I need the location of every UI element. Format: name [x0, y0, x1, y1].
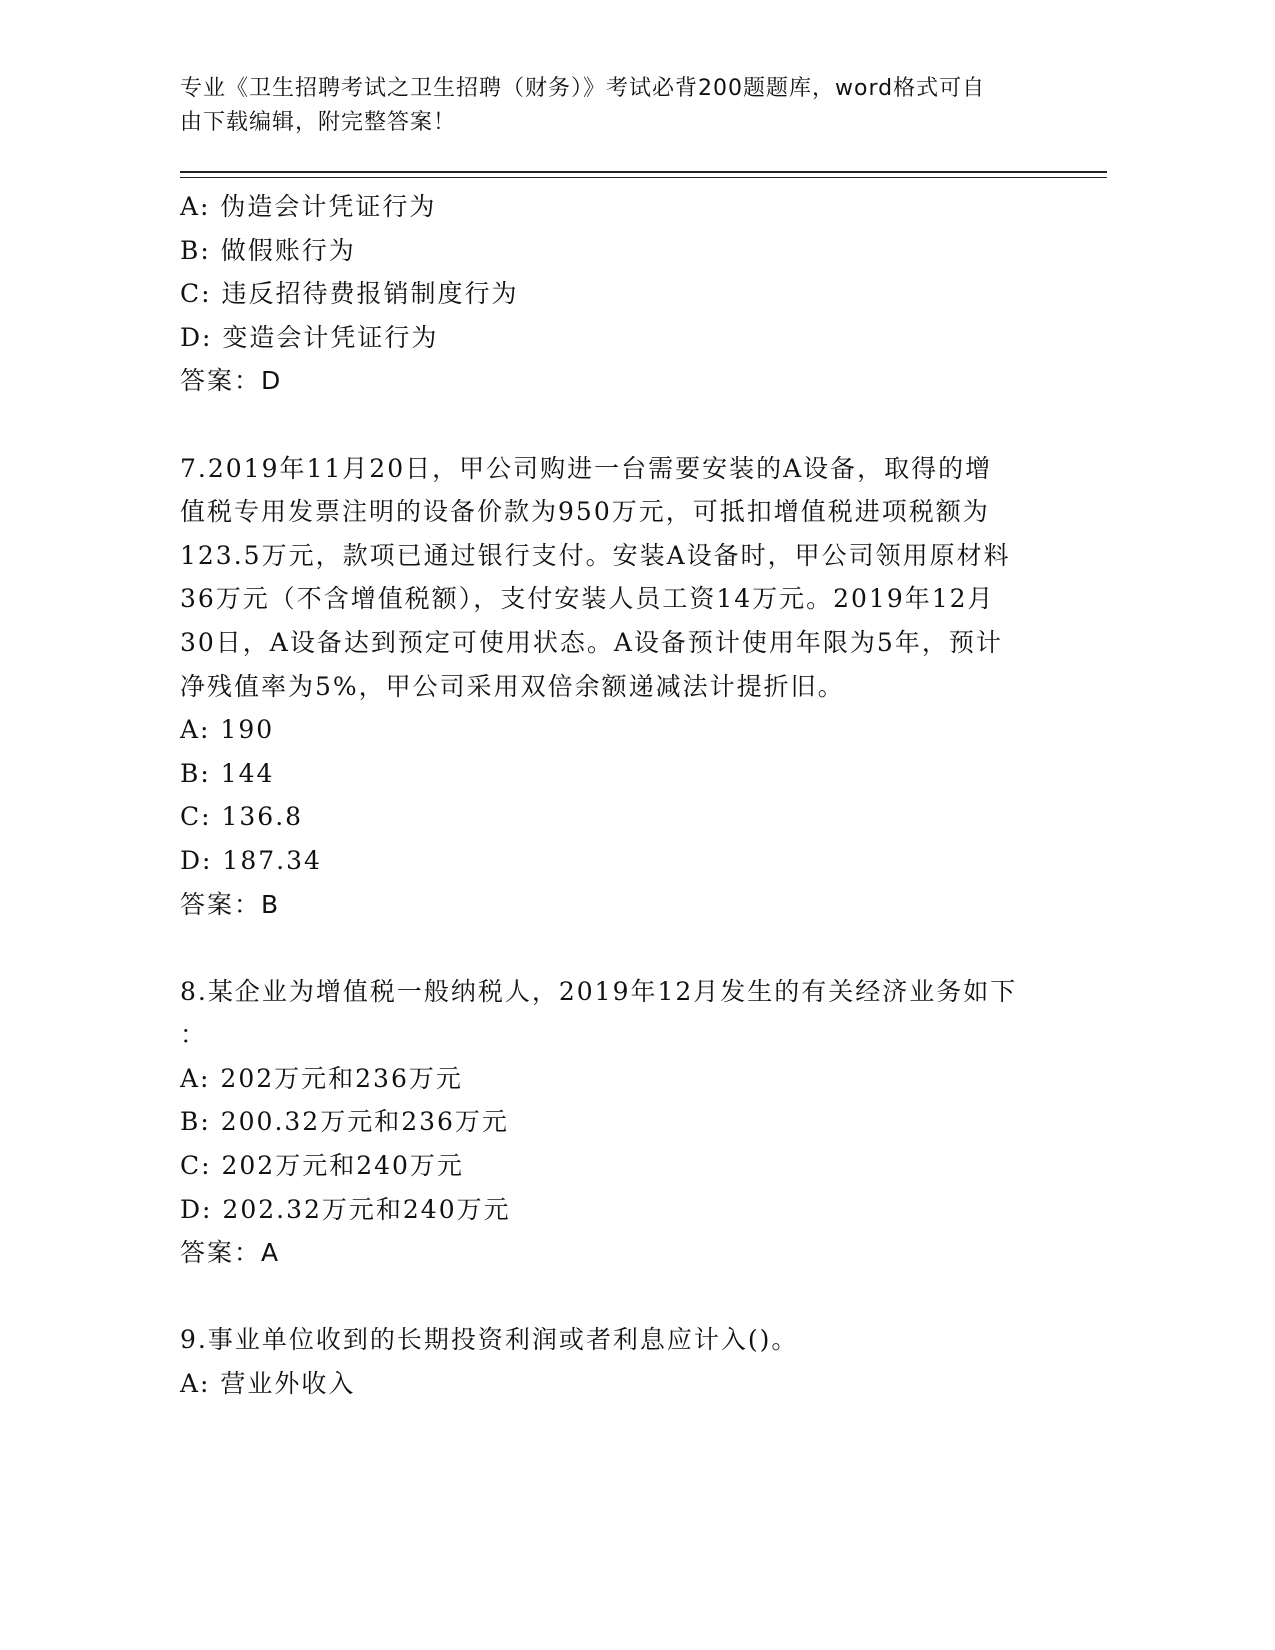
q6-option-c: C: 违反招待费报销制度行为 — [180, 279, 519, 309]
q7-option-a: A: 190 — [180, 715, 275, 745]
question-8-block — [180, 970, 1060, 1275]
q9-text-line-1: 9.事业单位收到的长期投资利润或者利息应计入()。 — [180, 1325, 799, 1355]
q7-text-line-5: 30日，A设备达到预定可使用状态。A设备预计使用年限为5年，预计 — [180, 627, 1003, 657]
q8-text-line-1: 8.某企业为增值税一般纳税人，2019年12月发生的有关经济业务如下 — [180, 976, 1018, 1006]
q6-option-b: B: 做假账行为 — [180, 235, 356, 265]
header-line-2: 由下载编辑，附完整答案！ — [180, 110, 457, 135]
q6-answer: 答案：D — [180, 366, 283, 396]
q6-option-a: A: 伪造会计凭证行为 — [180, 192, 437, 221]
q7-text-line-1: 7.2019年11月20日，甲公司购进一台需要安装的A设备，取得的增 — [180, 453, 993, 483]
spacer — [180, 926, 1060, 970]
q7-text-line-2: 值税专用发票注明的设备价款为950万元，可抵扣增值税进项税额为 — [180, 497, 990, 527]
q7-option-d: D: 187.34 — [180, 845, 322, 875]
question-6-block — [180, 185, 1060, 403]
q7-answer: 答案：B — [180, 889, 281, 919]
q9-option-a: A: 营业外收入 — [180, 1369, 356, 1399]
q6-option-d: D: 变造会计凭证行为 — [180, 322, 439, 352]
document-header — [180, 72, 1040, 140]
q7-text-line-4: 36万元（不含增值税额），支付安装人员工资14万元。2019年12月 — [180, 584, 995, 614]
header-divider-thin — [180, 177, 1107, 178]
q7-text-line-3: 123.5万元，款项已通过银行支付。安装A设备时，甲公司领用原材料 — [180, 540, 1011, 570]
q7-option-c: C: 136.8 — [180, 802, 304, 832]
q8-option-a: A: 202万元和236万元 — [180, 1063, 463, 1093]
q8-text-line-2: ： — [180, 1020, 208, 1050]
spacer — [180, 403, 1060, 447]
question-9-block — [180, 1318, 1060, 1405]
q8-option-d: D: 202.32万元和240万元 — [180, 1194, 511, 1224]
q7-option-b: B: 144 — [180, 758, 275, 788]
q7-text-line-6: 净残值率为5%，甲公司采用双倍余额递减法计提折旧。 — [180, 671, 845, 701]
q8-option-c: C: 202万元和240万元 — [180, 1151, 464, 1181]
document-body — [180, 185, 1060, 1406]
q8-option-b: B: 200.32万元和236万元 — [180, 1107, 509, 1137]
q8-answer: 答案：A — [180, 1238, 281, 1268]
header-divider-thick — [180, 171, 1107, 173]
header-line-1: 专业《卫生招聘考试之卫生招聘（财务）》考试必背200题题库，word格式可自 — [180, 76, 986, 101]
question-7-block — [180, 447, 1060, 927]
spacer — [180, 1275, 1060, 1319]
